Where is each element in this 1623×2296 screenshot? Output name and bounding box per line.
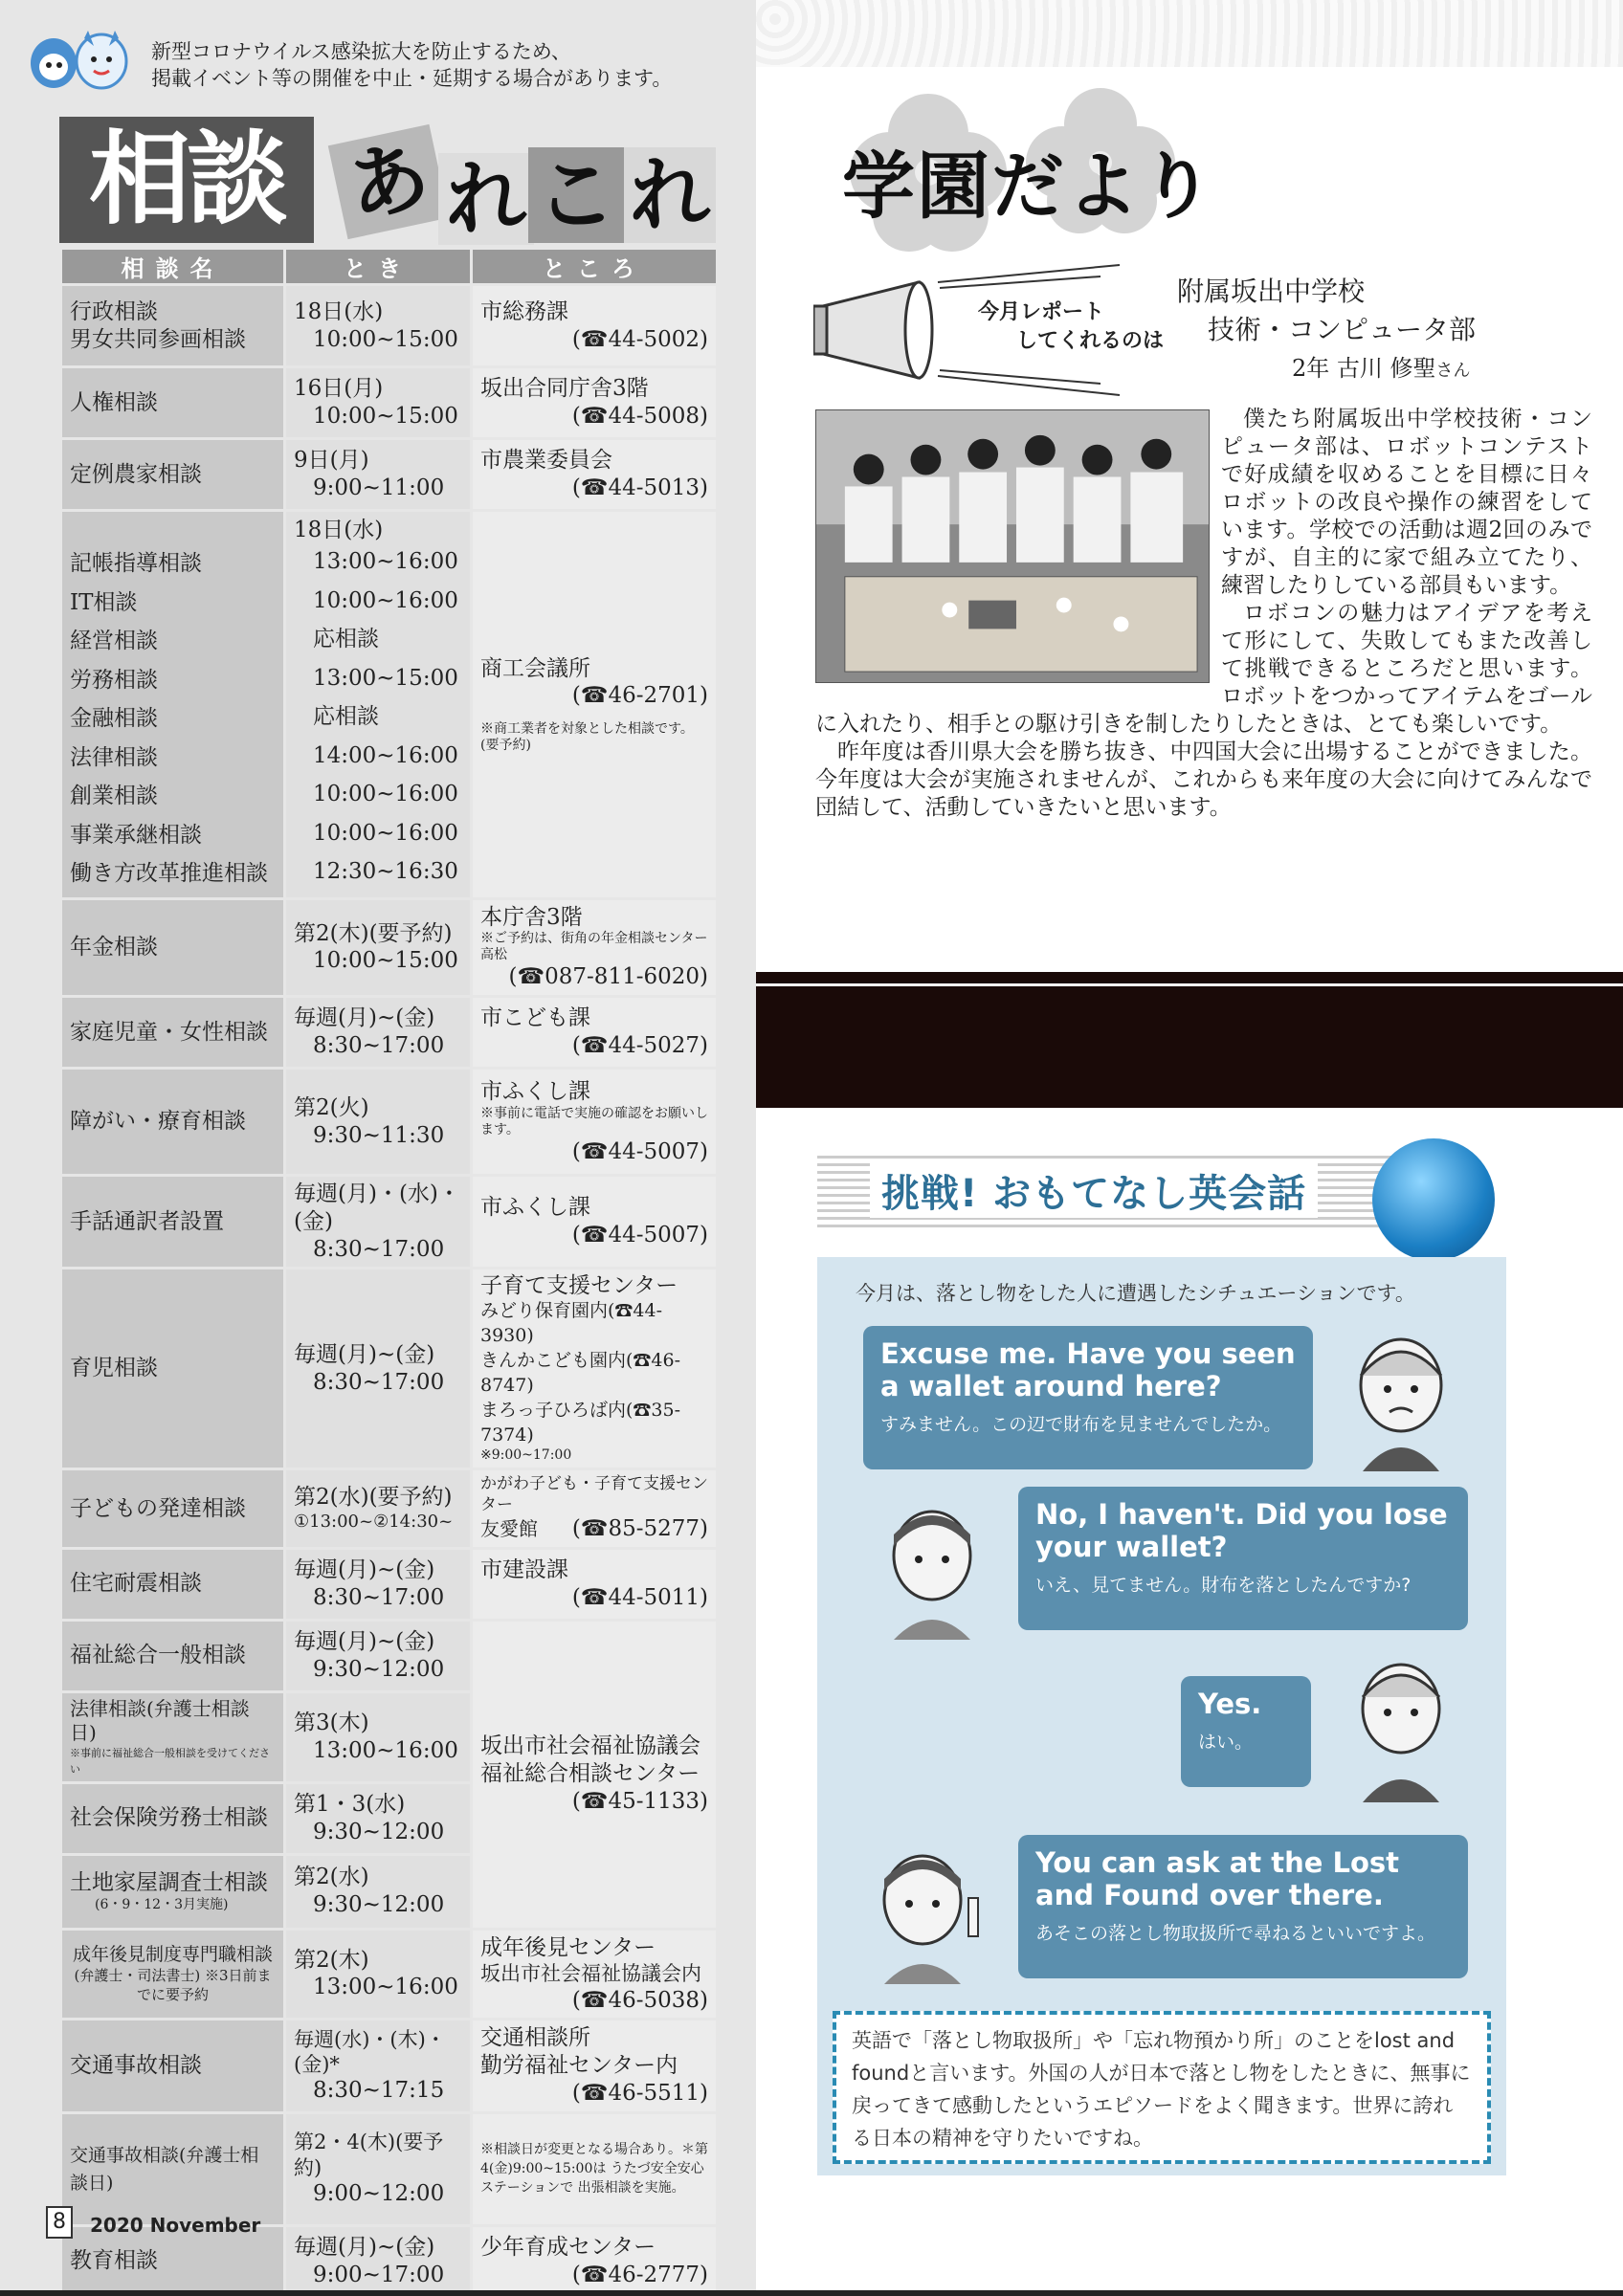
- row-time: 10:00~15:00: [313, 404, 458, 429]
- row-date: 第3(木): [294, 1710, 369, 1735]
- row-place: 少年育成センター: [480, 2234, 656, 2260]
- row-place: 友愛館: [480, 1516, 538, 1540]
- report-label-1: 今月レポート: [978, 300, 1105, 324]
- man-pointing-icon: [856, 1841, 999, 1984]
- speech-bubble-1: [863, 1326, 1313, 1469]
- row-note: ※ご予約は、街角の年金相談センター高松: [480, 931, 708, 963]
- bubble-1-english: Excuse me. Have you seen a wallet around here?: [880, 1337, 1296, 1402]
- table-row: [61, 1929, 718, 2020]
- row-place: 市ふくし課: [480, 1195, 590, 1221]
- globe-icon: [1372, 1138, 1495, 1261]
- row-tel: (☎46-5038): [571, 1987, 708, 2013]
- school-info: [1177, 273, 1476, 390]
- row-tel: (☎46-2777): [571, 2262, 708, 2287]
- consultation-table: [59, 247, 719, 2296]
- row-date: 16日(月): [294, 376, 384, 402]
- club-photo: [815, 409, 1210, 683]
- bubble-1-japanese: すみません。この辺で財布を見ませんでしたか。: [880, 1414, 1282, 1435]
- row-date: 第2(水): [294, 1865, 369, 1890]
- row-name: IT相談: [70, 589, 138, 615]
- row-time: 10:00~16:00: [313, 587, 458, 613]
- row-time: 応相談: [313, 704, 379, 729]
- row-time: 10:00~15:00: [313, 948, 458, 974]
- english-conversation: [817, 1138, 1594, 2175]
- row-time: 10:00~16:00: [313, 782, 458, 806]
- row-date: 第1・3(水): [294, 1791, 406, 1817]
- bubble-3-japanese: はい。: [1198, 1732, 1254, 1753]
- row-name: 法律相談: [70, 744, 158, 770]
- table-row: [61, 2112, 718, 2225]
- woman-relieved-icon: [1334, 1649, 1468, 1802]
- row-name: 年金相談: [70, 934, 158, 960]
- row-time: 10:00~15:00: [313, 326, 458, 352]
- row-tel: (☎44-5013): [571, 475, 708, 500]
- row-date: 毎週(月)~(金): [294, 1556, 435, 1582]
- table-row: [61, 367, 718, 439]
- row-place: 成年後見センター: [480, 1934, 656, 1960]
- row-tel: (☎46-5511): [571, 2080, 708, 2106]
- row-time: 8:30~17:00: [313, 1584, 445, 1610]
- row-tel: (☎44-5011): [571, 1584, 708, 1610]
- row-date: 第2(水)(要予約): [294, 1485, 453, 1511]
- row-time: 9:30~12:00: [313, 1892, 445, 1917]
- row-tel: (☎85-5277): [571, 1515, 708, 1541]
- table-row: [61, 1176, 718, 1269]
- row-place: 市ふくし課: [480, 1078, 590, 1104]
- row-place: かがわ子ども・子育て支援センター: [480, 1474, 708, 1514]
- article-paragraph-1: 僕たち附属坂出中学校技術・コンピュータ部は、ロボットコンテストで好成績を収めることを目標に日々ロボットの改良や操作の練習をしています。学校での活動は週2回のみですが、自主的に家で組み立てたり、練習したりしている部員もいます。: [1221, 407, 1593, 598]
- row-name: 男女共同参画相談: [70, 326, 246, 352]
- row-time: 9:00~12:00: [313, 2180, 445, 2206]
- row-time: 9:30~11:30: [313, 1122, 445, 1148]
- page-date: 2020 November: [90, 2214, 261, 2237]
- bubble-3-english: Yes.: [1198, 1688, 1262, 1720]
- row-time: 8:30~17:00: [313, 1236, 445, 1262]
- header-name: 相談名: [61, 249, 285, 285]
- bottom-border: [0, 2290, 1623, 2296]
- report-label-2: してくれるのは: [1016, 329, 1165, 353]
- speech-bubble-2: [1018, 1487, 1468, 1630]
- row-time: 14:00~16:00: [313, 742, 458, 768]
- row-date: 第2(火): [294, 1094, 369, 1120]
- black-band: [756, 972, 1623, 1108]
- row-time: 8:30~17:00: [313, 1033, 445, 1058]
- row-date: 第2(木): [294, 1947, 369, 1973]
- table-header-row: [61, 249, 718, 285]
- row-name: 働き方改革推進相談: [70, 861, 268, 886]
- shakyo-tel: (☎45-1133): [571, 1788, 708, 1814]
- row-place-sub: きんかこども園内(☎46-8747): [480, 1350, 681, 1397]
- row-name: 土地家屋調査士相談: [70, 1870, 268, 1896]
- row-tel: (☎087-811-6020): [508, 964, 708, 990]
- bubble-2-japanese: いえ、見てません。財布を落としたんですか?: [1035, 1575, 1412, 1596]
- table-row: [61, 997, 718, 1069]
- row-time: 12:30~16:30: [313, 859, 458, 884]
- row-name: 交通事故相談: [70, 2053, 202, 2078]
- right-column: [756, 0, 1623, 2296]
- table-row: [61, 1469, 718, 1548]
- row-tel: (☎44-5007): [571, 1223, 708, 1248]
- title-kana-re-1: れ: [438, 153, 534, 245]
- title-kana-re-2: れ: [624, 147, 716, 243]
- row-name: 手話通訳者設置: [70, 1208, 224, 1234]
- row-place: 市総務課: [480, 298, 568, 324]
- eikaiwa-title: 挑戦! おもてなし英会話: [870, 1163, 1318, 1218]
- row-name: 事業承継相談: [70, 822, 202, 848]
- gakuen-title: 学園だより: [842, 144, 1215, 229]
- title-main: 相談: [59, 117, 314, 243]
- row-time: 9:30~12:00: [313, 1819, 445, 1844]
- table-row: [61, 511, 718, 899]
- row-place: 坂出合同庁舎3階: [480, 376, 649, 402]
- row-name: 教育相談: [70, 2248, 158, 2274]
- row-place: 商工会議所: [480, 655, 590, 681]
- row-name: 記帳指導相談: [70, 551, 202, 576]
- row-date: 毎週(月)・(水)・(金): [294, 1181, 460, 1234]
- speech-bubble-4: [1018, 1835, 1468, 1978]
- row-tel: (☎46-2701): [571, 683, 708, 709]
- soudan-title: [59, 113, 715, 247]
- row-name: 金融相談: [70, 706, 158, 731]
- culture-note: 英語で「落とし物取扱所」や「忘れ物預かり所」のことをlost and foundと言います。外国の人が日本で落とし物をしたときに、無事に戻ってきて感動したというエピソードをよく聞きます。世界に誇れる日本の精神を守りたいですね。: [833, 2011, 1491, 2164]
- row-time: 13:00~16:00: [313, 1975, 458, 2000]
- table-row: [61, 439, 718, 511]
- covid-notice: [27, 27, 745, 103]
- row-date: 毎週(水)・(木)・(金)*: [294, 2027, 446, 2076]
- bubble-4-english: You can ask at the Lost and Found over there.: [1035, 1846, 1400, 1911]
- student-name: [1177, 349, 1476, 390]
- title-kana-ko: こ: [528, 147, 624, 243]
- row-date: 毎週(月)~(金): [294, 1342, 435, 1367]
- row-name-note: (6・9・12・3月実施): [95, 1896, 229, 1912]
- man-thinking-icon: [865, 1496, 999, 1640]
- table-row: [61, 2020, 718, 2112]
- row-note: ※9:00~17:00: [480, 1447, 572, 1464]
- table-row: [61, 898, 718, 997]
- bubble-2-english: No, I haven't. Did you lose your wallet?: [1035, 1498, 1448, 1563]
- row-name: 障がい・療育相談: [70, 1109, 246, 1135]
- conversation-box: [817, 1257, 1506, 2175]
- woman-worried-icon: [1334, 1328, 1468, 1471]
- row-name: 成年後見制度専門職相談: [72, 1943, 273, 1965]
- article-paragraph-3: 昨年度は香川県大会を勝ち抜き、中四国大会に出場することができました。今年度は大会が実施されませんが、これからも来年度の大会に向けてみんなで団結して、活動していきたいと思います。: [815, 740, 1592, 820]
- header-time: とき: [285, 249, 472, 285]
- row-name-note: (弁護士・司法書士) ※3日前までに要予約: [74, 1967, 272, 2004]
- report-label: [978, 298, 1164, 356]
- row-name: 社会保険労務士相談: [70, 1805, 268, 1831]
- row-place-sub: まろっ子ひろば内(☎35-7374): [480, 1400, 681, 1446]
- row-place-sub: みどり保育園内(☎44-3930): [480, 1300, 663, 1347]
- conversation-intro: 今月は、落とし物をした人に遭遇したシチュエーションです。: [856, 1282, 1415, 1305]
- row-time: 10:00~16:00: [313, 820, 458, 846]
- row-date: 18日(水): [294, 298, 384, 324]
- school-name: 附属坂出中学校: [1177, 276, 1366, 307]
- row-name: 住宅耐震相談: [70, 1571, 202, 1597]
- row-time: 13:00~16:00: [313, 549, 458, 574]
- row-date: 毎週(月)~(金): [294, 2234, 435, 2260]
- article-paragraph-2: ロボコンの魅力はアイデアを考えて形にして、失敗してもまた改善して挑戦できるところだと思います。ロボットをつかってアイテムをゴールに入れたり、相手との駆け引きを制したりしたときは、とても楽しいです。: [815, 601, 1592, 737]
- notice-line-1: 新型コロナウイルス感染拡大を防止するため、: [151, 40, 571, 63]
- row-name: 定例農家相談: [70, 461, 202, 487]
- header-place: ところ: [472, 249, 718, 285]
- row-name: 福祉総合一般相談: [70, 1643, 246, 1668]
- row-time: ①13:00~②14:30~: [294, 1512, 454, 1532]
- table-row: [61, 1548, 718, 1620]
- row-date: 9日(月): [294, 448, 369, 474]
- row-time: 9:30~12:00: [313, 1656, 445, 1682]
- row-name: 家庭児童・女性相談: [70, 1019, 268, 1045]
- row-tel: (☎44-5007): [571, 1138, 708, 1164]
- row-place: 本庁舎3階: [480, 904, 583, 930]
- row-name: 育児相談: [70, 1356, 158, 1381]
- row-date: 18日(水): [294, 518, 384, 542]
- bubble-4-japanese: あそこの落とし物取扱所で尋ねるといいですよ。: [1035, 1923, 1436, 1944]
- row-time: 13:00~16:00: [313, 1737, 458, 1763]
- speech-bubble-3: [1181, 1676, 1311, 1787]
- row-place: 子育て支援センター: [480, 1273, 678, 1299]
- row-place: 勤労福祉センター内: [480, 2053, 678, 2078]
- row-name-note: ※事前に福祉総合一般相談を受けてください: [70, 1746, 270, 1776]
- row-name: 交通事故相談(弁護士相談日): [70, 2145, 259, 2194]
- row-time: 9:00~17:00: [313, 2262, 445, 2287]
- notice-line-2: 掲載イベント等の開催を中止・延期する場合があります。: [151, 67, 673, 90]
- row-time: 8:30~17:15: [313, 2078, 445, 2104]
- shakyo-place: 坂出市社会福祉協議会: [480, 1733, 700, 1759]
- row-name: 行政相談: [70, 298, 158, 324]
- row-name: 子どもの発達相談: [70, 1495, 246, 1521]
- left-column: [0, 0, 756, 2296]
- row-place: 市農業委員会: [480, 448, 612, 474]
- row-tel: (☎44-5027): [571, 1033, 708, 1058]
- row-place: 坂出市社会福祉協議会内: [480, 1962, 701, 1986]
- row-note: ※事前に電話で実施の確認をお願いします。: [480, 1105, 708, 1137]
- row-time: 9:00~11:00: [313, 475, 445, 500]
- row-date: 毎週(月)~(金): [294, 1628, 435, 1654]
- shakyo-place: 福祉総合相談センター: [480, 1761, 700, 1787]
- mascot-icon: [27, 27, 132, 101]
- row-name: 経営相談: [70, 629, 158, 653]
- row-date: 毎週(月)~(金): [294, 1005, 435, 1031]
- row-note: ※商工業者を対象とした相談です。(要予約): [480, 721, 694, 753]
- row-tel: (☎44-5002): [571, 326, 708, 352]
- row-place: 交通相談所: [480, 2025, 590, 2051]
- table-row: [61, 1620, 718, 1691]
- row-date: 第2(木)(要予約): [294, 920, 453, 946]
- club-name: 技術・コンピュータ部: [1208, 314, 1477, 345]
- row-place: 市こども課: [480, 1005, 590, 1031]
- row-name: 創業相談: [70, 784, 158, 808]
- table-row: [61, 1069, 718, 1176]
- row-time: 応相談: [313, 627, 379, 651]
- row-name: 法律相談(弁護士相談日): [70, 1696, 250, 1744]
- row-date: 第2・4(木)(要予約): [294, 2130, 444, 2179]
- student-name-text: 2年 古川 修聖: [1292, 355, 1436, 382]
- lace-decoration: [756, 0, 1623, 67]
- table-row: [61, 1269, 718, 1469]
- page-number: 8: [46, 2206, 73, 2239]
- title-kana-a: あ: [328, 124, 449, 239]
- row-name: 労務相談: [70, 667, 158, 693]
- table-row: [61, 285, 718, 367]
- row-tel: (☎44-5008): [571, 404, 708, 429]
- student-suffix: さん: [1435, 361, 1471, 381]
- row-time: 8:30~17:00: [313, 1369, 445, 1395]
- row-place: 市建設課: [480, 1556, 568, 1582]
- row-time: 13:00~15:00: [313, 665, 458, 691]
- row-name: 人権相談: [70, 389, 158, 415]
- row-note: ※相談日が変更となる場合あり。＊第4(金)9:00~15:00は うたづ安全安心ステーションで 出張相談を実施。: [480, 2142, 708, 2196]
